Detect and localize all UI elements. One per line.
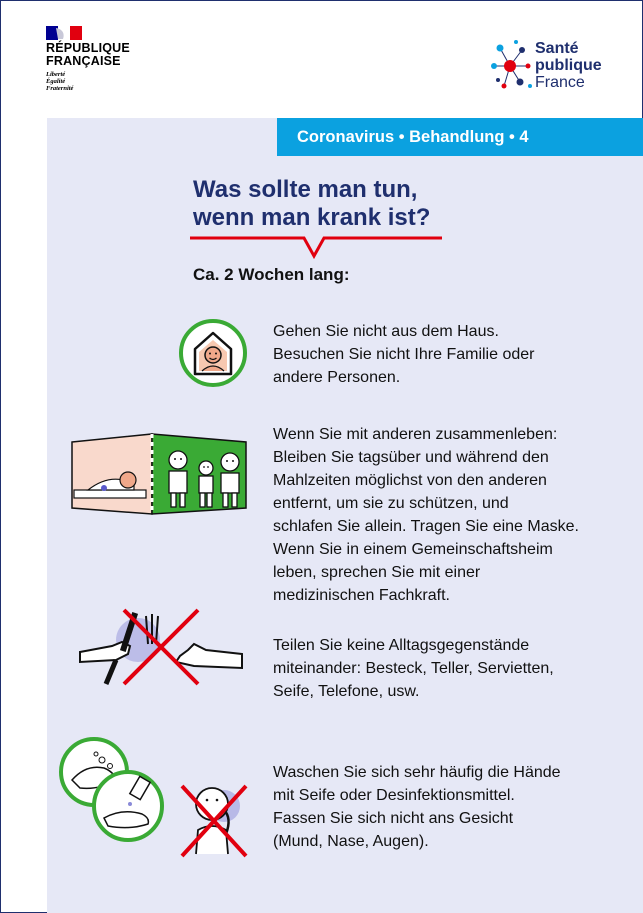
sante-publique-logo-icon (490, 36, 540, 98)
advice-2-line: Wenn Sie in einem Gemeinschaftsheim (273, 541, 553, 558)
advice-text-2 (273, 423, 579, 607)
advice-2-line: Wenn Sie mit anderen zusammenleben: (273, 426, 558, 443)
republic-motto (46, 71, 146, 92)
hand-washing-icon (56, 734, 256, 864)
advice-4-line: mit Seife oder Desinfektionsmittel. (273, 787, 515, 804)
advice-1-line: Gehen Sie nicht aus dem Haus. (273, 323, 499, 340)
advice-2-line: entfernt, um sie zu schützen, und (273, 495, 509, 512)
advice-text-4 (273, 761, 561, 853)
agency-line2: publique (535, 57, 602, 74)
house-person-icon (178, 318, 248, 388)
advice-2-line: Bleiben Sie tagsüber und während den (273, 449, 549, 466)
agency-line3: France (535, 74, 585, 91)
marianne-logo-icon (46, 26, 82, 40)
motto-egalite: Égalité (46, 78, 66, 85)
page-title-line1: Was sollte man tun, (193, 176, 418, 203)
motto-fraternite: Fraternité (46, 85, 74, 92)
agency-line1: Santé (535, 40, 579, 57)
advice-1-line: andere Personen. (273, 369, 401, 386)
advice-2-line: schlafen Sie allein. Tragen Sie eine Maske. (273, 518, 579, 535)
advice-text-1 (273, 320, 534, 389)
republic-name-line2: FRANÇAISE (46, 54, 121, 68)
advice-3-line: miteinander: Besteck, Teller, Servietten, (273, 660, 554, 677)
advice-4-line: Fassen Sie sich nicht ans Gesicht (273, 810, 514, 827)
no-sharing-objects-icon (76, 600, 246, 692)
advice-text-3 (273, 634, 554, 703)
advice-3-line: Seife, Telefone, usw. (273, 683, 420, 700)
duration-subtitle: Ca. 2 Wochen lang: (193, 265, 350, 284)
isolation-room-icon (66, 428, 250, 518)
advice-2-line: medizinischen Fachkraft. (273, 587, 450, 604)
advice-2-line: leben, sprechen Sie mit einer (273, 564, 481, 581)
sante-publique-name (535, 40, 602, 91)
advice-4-line: (Mund, Nase, Augen). (273, 833, 429, 850)
republique-francaise-block (46, 42, 146, 92)
page-title (193, 176, 430, 232)
advice-2-line: Mahlzeiten möglichst von den anderen (273, 472, 547, 489)
advice-4-line: Waschen Sie sich sehr häufig die Hände (273, 764, 561, 781)
advice-3-line: Teilen Sie keine Alltagsgegenstände (273, 637, 530, 654)
topic-banner: Coronavirus • Behandlung • 4 (277, 118, 643, 156)
advice-1-line: Besuchen Sie nicht Ihre Familie oder (273, 346, 535, 363)
page-title-line2: wenn man krank ist? (193, 204, 431, 231)
republic-name-line1: RÉPUBLIQUE (46, 41, 130, 55)
motto-liberte: Liberté (46, 71, 66, 78)
speech-bubble-underline-icon (186, 232, 446, 262)
